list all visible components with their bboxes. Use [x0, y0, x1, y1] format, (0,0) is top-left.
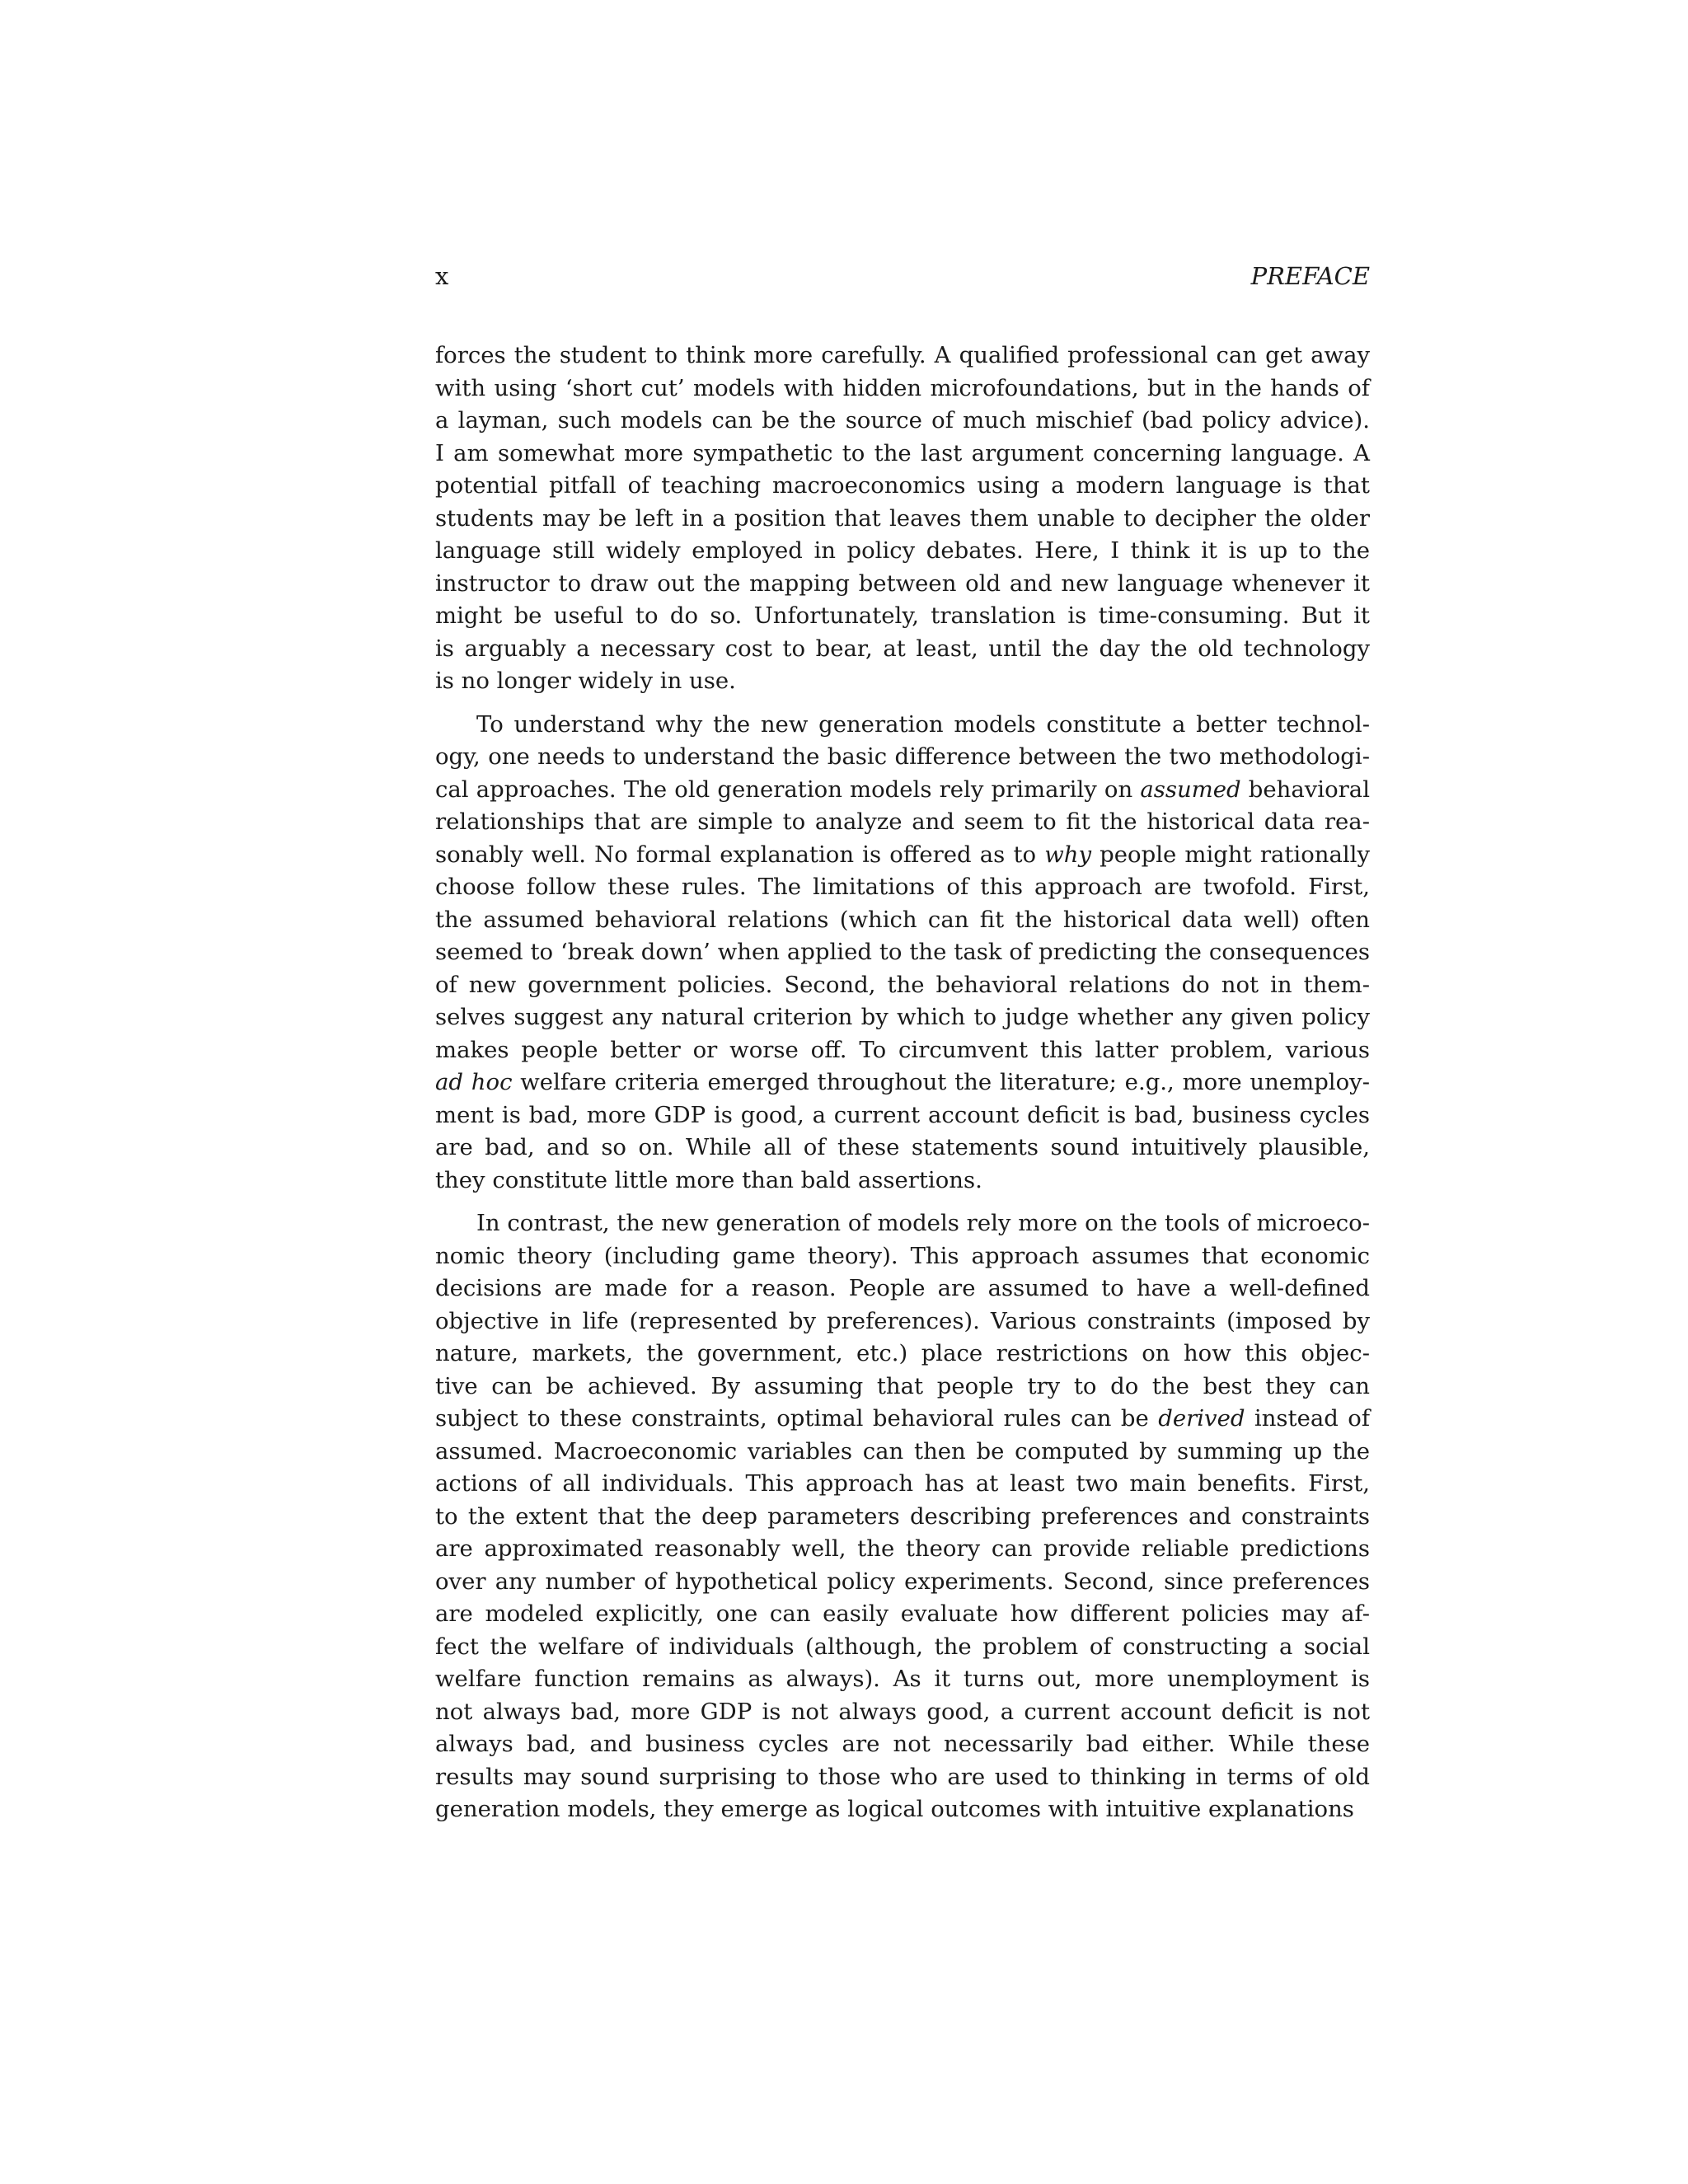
emphasis-text: why — [1044, 841, 1092, 868]
emphasis-text: ad hoc — [435, 1069, 513, 1095]
text-segment: they constitute little more than bald assertions. — [435, 1166, 982, 1193]
text-line — [435, 1066, 1370, 1099]
text-segment: is no longer widely in use. — [435, 668, 736, 694]
text-line — [435, 1403, 1370, 1436]
text-segment: tive can be achieved. By assuming that people try to do the best they can — [435, 1372, 1370, 1399]
text-line — [435, 1207, 1370, 1240]
text-line — [435, 1761, 1370, 1794]
text-line — [435, 1793, 1370, 1826]
text-segment: the assumed behavioral relations (which can fit the historical data well) often — [435, 906, 1370, 933]
text-segment: are approximated reasonably well, the theory can provide reliable predictions — [435, 1535, 1370, 1562]
text-segment: selves suggest any natural criterion by which to judge whether any given policy — [435, 1004, 1370, 1030]
text-line — [435, 470, 1370, 503]
text-segment: instead of — [1245, 1405, 1370, 1432]
text-line — [435, 1598, 1370, 1631]
text-segment: not always bad, more GDP is not always good, a current account deficit is not — [435, 1698, 1370, 1725]
text-line — [435, 568, 1370, 601]
text-segment: people might rationally — [1091, 841, 1370, 868]
text-line — [435, 1165, 1370, 1197]
text-segment: seemed to ‘break down’ when applied to the task of predicting the consequences — [435, 939, 1370, 965]
text-line — [435, 904, 1370, 937]
text-segment: of new government policies. Second, the behavioral relations do not in them- — [435, 971, 1370, 998]
text-line — [435, 633, 1370, 666]
text-line — [435, 1436, 1370, 1469]
paragraph — [435, 340, 1370, 698]
text-line — [435, 1034, 1370, 1067]
paragraph — [435, 709, 1370, 1197]
text-line — [435, 709, 1370, 742]
text-segment: are bad, and so on. While all of these statements sound intuitively plausible, — [435, 1134, 1370, 1160]
text-segment: To understand why the new generation models constitute a better technol- — [476, 710, 1370, 738]
text-segment: behavioral — [1240, 776, 1370, 803]
text-segment: generation models, they emerge as logical outcomes with intuitive explanations — [435, 1796, 1354, 1822]
text-segment: with using ‘short cut’ models with hidden microfoundations, but in the hands of — [435, 374, 1370, 401]
text-line — [435, 1272, 1370, 1305]
paragraph — [435, 1207, 1370, 1826]
text-line — [435, 1501, 1370, 1534]
text-segment: objective in life (represented by preferences). Various constraints (imposed by — [435, 1307, 1370, 1334]
text-line — [435, 741, 1370, 774]
text-segment: fect the welfare of individuals (although, the problem of constructing a social — [435, 1633, 1370, 1660]
text-line — [435, 1631, 1370, 1664]
running-head: PREFACE — [1250, 262, 1370, 290]
text-segment: ogy, one needs to understand the basic difference between the two methodologi- — [435, 743, 1370, 770]
text-segment: I am somewhat more sympathetic to the last argument concerning language. A — [435, 439, 1370, 466]
text-line — [435, 1696, 1370, 1729]
text-line — [435, 405, 1370, 438]
text-segment: over any number of hypothetical policy experiments. Second, since preferences — [435, 1568, 1370, 1595]
page-body — [435, 340, 1370, 1826]
text-line — [435, 1305, 1370, 1338]
text-line — [435, 1338, 1370, 1371]
text-line — [435, 503, 1370, 536]
text-line — [435, 871, 1370, 904]
text-segment: In contrast, the new generation of models rely more on the tools of microeco- — [476, 1210, 1370, 1236]
text-segment: actions of all individuals. This approach has at least two main benefits. First, — [435, 1470, 1370, 1497]
text-segment: subject to these constraints, optimal behavioral rules can be — [435, 1405, 1159, 1432]
text-segment: potential pitfall of teaching macroeconomics using a modern language is that — [435, 472, 1370, 499]
text-segment: cal approaches. The old generation models rely primarily on — [435, 776, 1141, 803]
text-segment: choose follow these rules. The limitations of this approach are twofold. First, — [435, 874, 1370, 900]
text-line — [435, 1468, 1370, 1501]
text-segment: assumed. Macroeconomic variables can then be computed by summing up the — [435, 1437, 1370, 1465]
text-line — [435, 373, 1370, 405]
text-segment: relationships that are simple to analyze and seem to fit the historical data rea- — [435, 808, 1370, 835]
text-line — [435, 774, 1370, 807]
text-segment: welfare criteria emerged throughout the literature; e.g., more unemploy- — [512, 1069, 1370, 1095]
text-line — [435, 969, 1370, 1002]
text-segment: instructor to draw out the mapping between old and new language whenever it — [435, 569, 1370, 597]
text-line — [435, 936, 1370, 969]
text-segment: are modeled explicitly, one can easily evaluate how different policies may af- — [435, 1601, 1370, 1627]
emphasis-text: assumed — [1140, 776, 1241, 803]
text-segment: forces the student to think more carefully. A qualified professional can get away — [435, 342, 1370, 368]
text-segment: to the extent that the deep parameters describing preferences and constraints — [435, 1502, 1370, 1530]
text-line — [435, 1132, 1370, 1165]
text-line — [435, 665, 1370, 698]
text-segment: is arguably a necessary cost to bear, at least, until the day the old technology — [435, 635, 1370, 662]
text-line — [435, 1371, 1370, 1404]
text-line — [435, 806, 1370, 839]
text-segment: might be useful to do so. Unfortunately, translation is time-consuming. But it — [435, 602, 1370, 629]
text-segment: sonably well. No formal explanation is offered as to — [435, 841, 1045, 868]
emphasis-text: derived — [1158, 1405, 1245, 1432]
text-line — [435, 1001, 1370, 1034]
text-line — [435, 438, 1370, 471]
text-line — [435, 1099, 1370, 1132]
text-line — [435, 535, 1370, 568]
text-segment: always bad, and business cycles are not necessarily bad either. While these — [435, 1731, 1370, 1757]
text-segment: makes people better or worse off. To circumvent this latter problem, various — [435, 1036, 1370, 1063]
text-line — [435, 340, 1370, 373]
text-segment: ment is bad, more GDP is good, a current account deficit is bad, business cycles — [435, 1101, 1370, 1128]
text-segment: language still widely employed in policy debates. Here, I think it is up to the — [435, 537, 1370, 564]
text-line — [435, 1663, 1370, 1696]
text-segment: students may be left in a position that leaves them unable to decipher the older — [435, 504, 1370, 532]
text-line — [435, 1728, 1370, 1761]
page-number: x — [435, 262, 449, 290]
text-line — [435, 1566, 1370, 1599]
text-line — [435, 1240, 1370, 1273]
page-header — [435, 262, 1370, 298]
text-segment: nomic theory (including game theory). This approach assumes that economic — [435, 1242, 1370, 1269]
text-segment: results may sound surprising to those who are used to thinking in terms of old — [435, 1763, 1370, 1790]
text-segment: a layman, such models can be the source of much mischief (bad policy advice). — [435, 407, 1370, 434]
text-line — [435, 1533, 1370, 1566]
text-line — [435, 600, 1370, 633]
text-segment: welfare function remains as always). As it turns out, more unemployment is — [435, 1666, 1370, 1692]
text-segment: decisions are made for a reason. People are assumed to have a well-defined — [435, 1275, 1370, 1301]
text-line — [435, 839, 1370, 872]
text-segment: nature, markets, the government, etc.) place restrictions on how this objec- — [435, 1340, 1370, 1366]
